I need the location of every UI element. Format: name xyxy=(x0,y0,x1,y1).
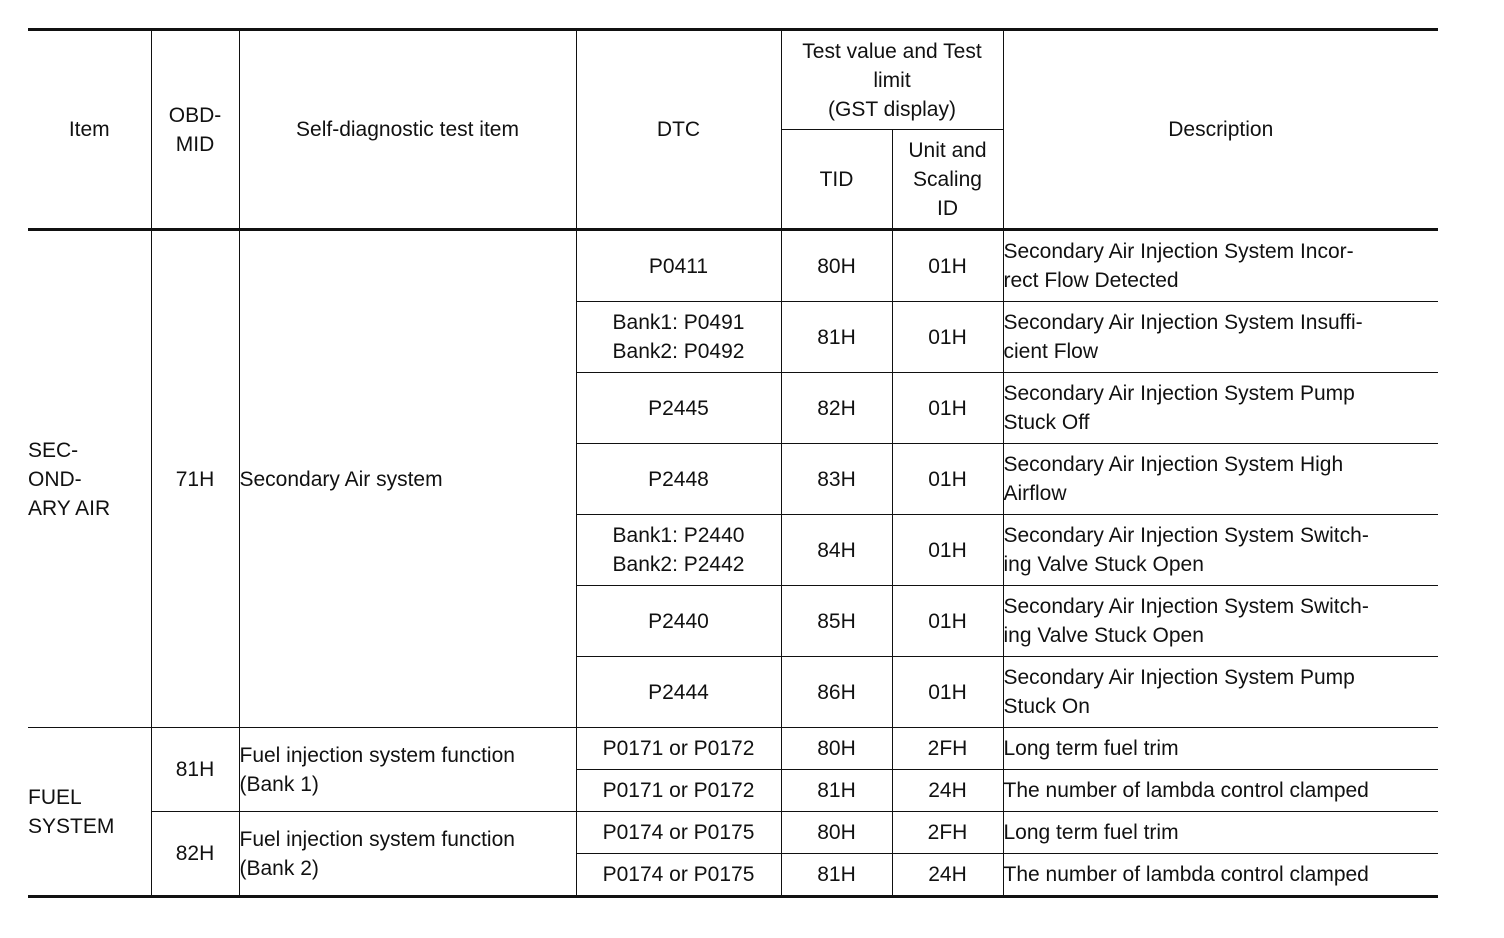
dtc-cell: P0171 or P0172 xyxy=(576,728,781,770)
table-row xyxy=(28,812,1438,854)
tid-cell: 83H xyxy=(781,444,892,515)
unit-cell: 2FH xyxy=(892,812,1003,854)
unit-cell: 01H xyxy=(892,302,1003,373)
description-cell: Secondary Air Injection System Incor- rect Flow Detected xyxy=(1003,230,1438,302)
tid-cell: 84H xyxy=(781,515,892,586)
table-header xyxy=(28,30,1438,230)
table-row xyxy=(28,728,1438,770)
unit-cell: 01H xyxy=(892,230,1003,302)
unit-cell: 01H xyxy=(892,444,1003,515)
obd-test-table xyxy=(28,28,1438,898)
description-cell: The number of lambda control clamped xyxy=(1003,770,1438,812)
header-item: Item xyxy=(28,30,151,230)
tid-cell: 86H xyxy=(781,657,892,728)
description-cell: Secondary Air Injection System Pump Stuck On xyxy=(1003,657,1438,728)
header-unit-scaling: Unit and Scaling ID xyxy=(892,130,1003,230)
tid-cell: 80H xyxy=(781,812,892,854)
header-tid: TID xyxy=(781,130,892,230)
test-item-cell: Fuel injection system function (Bank 1) xyxy=(239,728,576,812)
tid-cell: 82H xyxy=(781,373,892,444)
dtc-cell: P2444 xyxy=(576,657,781,728)
description-cell: Secondary Air Injection System High Airflow xyxy=(1003,444,1438,515)
tid-cell: 80H xyxy=(781,230,892,302)
header-obd-mid: OBD- MID xyxy=(151,30,239,230)
tid-cell: 80H xyxy=(781,728,892,770)
dtc-cell: P2440 xyxy=(576,586,781,657)
unit-cell: 24H xyxy=(892,854,1003,897)
description-cell: Long term fuel trim xyxy=(1003,728,1438,770)
unit-cell: 2FH xyxy=(892,728,1003,770)
tid-cell: 81H xyxy=(781,770,892,812)
header-description: Description xyxy=(1003,30,1438,230)
dtc-cell: P2448 xyxy=(576,444,781,515)
unit-cell: 01H xyxy=(892,515,1003,586)
test-item-cell: Secondary Air system xyxy=(239,230,576,728)
description-cell: Long term fuel trim xyxy=(1003,812,1438,854)
obd-mid-cell: 71H xyxy=(151,230,239,728)
description-cell: The number of lambda control clamped xyxy=(1003,854,1438,897)
item-fuel-system: FUEL SYSTEM xyxy=(28,728,151,897)
table-body xyxy=(28,230,1438,897)
obd-mid-cell: 81H xyxy=(151,728,239,812)
test-item-cell: Fuel injection system function (Bank 2) xyxy=(239,812,576,897)
description-cell: Secondary Air Injection System Switch- ing Valve Stuck Open xyxy=(1003,515,1438,586)
unit-cell: 01H xyxy=(892,657,1003,728)
dtc-cell: Bank1: P2440 Bank2: P2442 xyxy=(576,515,781,586)
header-test-item: Self-diagnostic test item xyxy=(239,30,576,230)
description-cell: Secondary Air Injection System Switch- ing Valve Stuck Open xyxy=(1003,586,1438,657)
unit-cell: 01H xyxy=(892,586,1003,657)
header-test-value: Test value and Test limit (GST display) xyxy=(781,30,1003,130)
item-secondary-air: SEC- OND- ARY AIR xyxy=(28,230,151,728)
dtc-cell: P2445 xyxy=(576,373,781,444)
unit-cell: 01H xyxy=(892,373,1003,444)
tid-cell: 81H xyxy=(781,854,892,897)
dtc-cell: P0174 or P0175 xyxy=(576,812,781,854)
tid-cell: 81H xyxy=(781,302,892,373)
dtc-cell: P0411 xyxy=(576,230,781,302)
description-cell: Secondary Air Injection System Pump Stuck Off xyxy=(1003,373,1438,444)
tid-cell: 85H xyxy=(781,586,892,657)
table-row xyxy=(28,230,1438,302)
dtc-cell: P0174 or P0175 xyxy=(576,854,781,897)
obd-mid-cell: 82H xyxy=(151,812,239,897)
dtc-cell: P0171 or P0172 xyxy=(576,770,781,812)
unit-cell: 24H xyxy=(892,770,1003,812)
header-dtc: DTC xyxy=(576,30,781,230)
dtc-cell: Bank1: P0491 Bank2: P0492 xyxy=(576,302,781,373)
description-cell: Secondary Air Injection System Insuffi- cient Flow xyxy=(1003,302,1438,373)
